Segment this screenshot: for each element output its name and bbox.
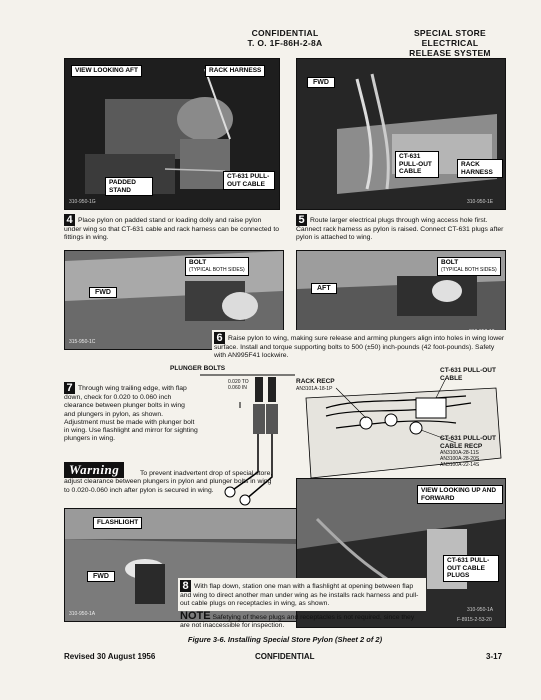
step-7-text: Through wing trailing edge, with flap down, check for 0.020 to 0.060 inch clearance between plunger bolts in wing and plungers in pylon, as shown. Adjustment must be made with plunger bolt in wing. Use flashlight and mirror for sighting plungers in wing. [64,384,198,443]
photo5-code: 310-950-1A [69,611,96,617]
label-bolt-1-title: BOLT [189,259,207,266]
label-view-looking-aft: VIEW LOOKING AFT [71,65,142,77]
label-ct631-cable-2: CT-631 PULL-OUT CABLE [395,151,439,178]
label-ct631-recp [440,435,510,468]
step-4-text: Place pylon on padded stand or loading dolly and raise pylon under wing so that CT-631 cable and rack harness can be connected to fittings in wing. [64,216,279,242]
label-rack-recp [296,378,335,392]
warning-text: To prevent inadvertent drop of special store, adjust clearance between plungers in pylon and plunger bolts in wing to 0.020-0.060 inch after pylon is secured in wing. [64,470,273,494]
plunger-dim-1: 0.020 TO [228,379,249,385]
header-right [385,28,515,58]
step-6-number: 6 [214,332,225,344]
note-text: Safetying of these plugs and receptacles is not required, since they are not inaccessible for inspection. [180,614,415,630]
label-padded-stand: PADDED STAND [105,177,153,196]
rack-recp-title: RACK RECP [296,378,335,385]
rack-recp-part: AN3101A-18-1P [296,385,333,392]
photo-view-looking-aft [64,58,280,210]
label-fwd-arrow: FWD [307,77,335,88]
step-6 [212,330,510,363]
cable-recp-title: CT-631 PULL-OUT CABLE RECP [440,435,496,450]
step-8-number: 8 [180,580,191,592]
footer-page-number: 3-17 [486,652,503,661]
note [180,612,424,631]
footer-revised: Revised 30 August 1956 [64,652,156,661]
header-confidential: CONFIDENTIAL [251,28,319,38]
header-title-2: RELEASE SYSTEM [409,48,491,58]
label-fwd-3: FWD [87,571,115,582]
cable-recp-part-2: AN3100A-28-20S [440,456,480,462]
step-6-text: Raise pylon to wing, making sure release and arming plungers align into holes in wing lower surface. Install and torque supporting bolts to 500 (±50) inch-pounds (42 foot-pounds). Safety with AN995F41 lockwire. [214,334,505,360]
step-8-text: With flap down, station one man with a flashlight at opening between flap and wing to direct another man under wing as he installs rack harness and pull-out cable plugs on receptacles in wing, as shown. [180,582,419,608]
step-4-number: 4 [64,214,75,226]
label-aft: AFT [311,283,337,294]
label-looking-up-forward: VIEW LOOKING UP AND FORWARD [417,485,503,504]
step-5-number: 5 [296,214,307,226]
label-bolt-1 [185,257,249,276]
plunger-dim-2: 0.060 IN [228,385,247,391]
photo6-code: 310-950-1A [467,607,494,613]
figure-code: F-8915-2-53-20 [457,617,492,623]
cable-recp-part-1: AN3100A-28-11S [440,450,479,456]
label-flashlight: FLASHLIGHT [93,517,142,529]
header-to-number: T. O. 1F-86H-2-8A [247,38,323,48]
note-label: NOTE [180,610,211,622]
step-5 [296,214,506,243]
label-bolt-2-sub: (TYPICAL BOTH SIDES) [441,266,497,273]
header-left [230,28,340,48]
label-ct631-plugs: CT-631 PULL-OUT CABLE PLUGS [443,555,499,582]
photo3-code: 315-950-1C [69,339,96,345]
label-plunger-bolts: PLUNGER BOLTS [170,365,226,372]
label-bolt-1-sub: (TYPICAL BOTH SIDES) [189,266,245,273]
footer-confidential: CONFIDENTIAL [255,652,315,661]
step-7 [64,382,198,444]
label-bolt-2 [437,257,501,276]
photo2-code: 310-950-1E [467,199,494,205]
header-title-1: SPECIAL STORE ELECTRICAL [413,28,487,48]
label-ct631-cable: CT-631 PULL-OUT CABLE [223,171,275,190]
step-4 [64,214,280,243]
step-8 [178,578,426,611]
label-rack-harness-2: RACK HARNESS [457,159,503,178]
photo-fwd-rack-harness [296,58,506,210]
label-ct631-top: CT-631 PULL-OUT CABLE [440,367,496,382]
photo-bolt-aft [296,250,506,340]
figure-caption: Figure 3-6. Installing Special Store Pylon (Sheet 2 of 2) [187,635,383,644]
label-rack-harness: RACK HARNESS [205,65,265,77]
step-5-text: Route larger electrical plugs through wing access hole first. Cannect rack harness as pylon is raised. Connect CT-631 plugs after pylon is attached to wing. [296,216,504,242]
step-7-number: 7 [64,382,75,394]
warning-badge: Warning [64,462,124,478]
photo1-code: 310-950-1G [69,199,96,205]
label-fwd-2: FWD [89,287,117,298]
cable-recp-part-3: AN3100A-22-14S [440,462,480,468]
label-bolt-2-title: BOLT [441,259,459,266]
